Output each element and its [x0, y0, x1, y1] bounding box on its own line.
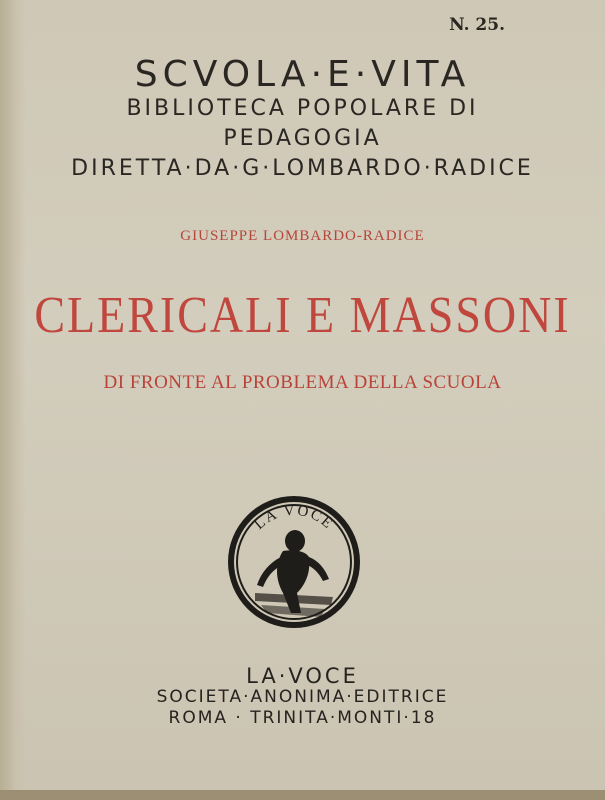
series-title: SCVOLA·E·VITA — [134, 54, 471, 95]
series-line-1: BIBLIOTECA POPOLARE DI — [126, 96, 479, 121]
book-title: CLERICALI E MASSONI — [34, 285, 571, 344]
series-header — [0, 56, 605, 184]
bottom-edge — [0, 790, 605, 800]
svg-text:LA VOCE: LA VOCE — [251, 502, 337, 533]
publisher-name: LA·VOCE — [246, 664, 359, 688]
series-line-2: PEDAGOGIA — [223, 126, 382, 151]
publisher-line-1: SOCIETA·ANONIMA·EDITRICE — [156, 687, 449, 707]
author-name: GIUSEPPE LOMBARDO-RADICE — [180, 228, 425, 244]
series-line-3: DIRETTA·DA·G·LOMBARDO·RADICE — [71, 156, 534, 181]
volume-number: N. 25. — [449, 15, 505, 35]
publisher-block — [0, 665, 605, 729]
la-voce-seal-icon — [225, 493, 363, 631]
book-subtitle: DI FRONTE AL PROBLEMA DELLA SCUOLA — [103, 372, 502, 393]
publisher-address: ROMA · TRINITA·MONTI·18 — [168, 708, 437, 728]
